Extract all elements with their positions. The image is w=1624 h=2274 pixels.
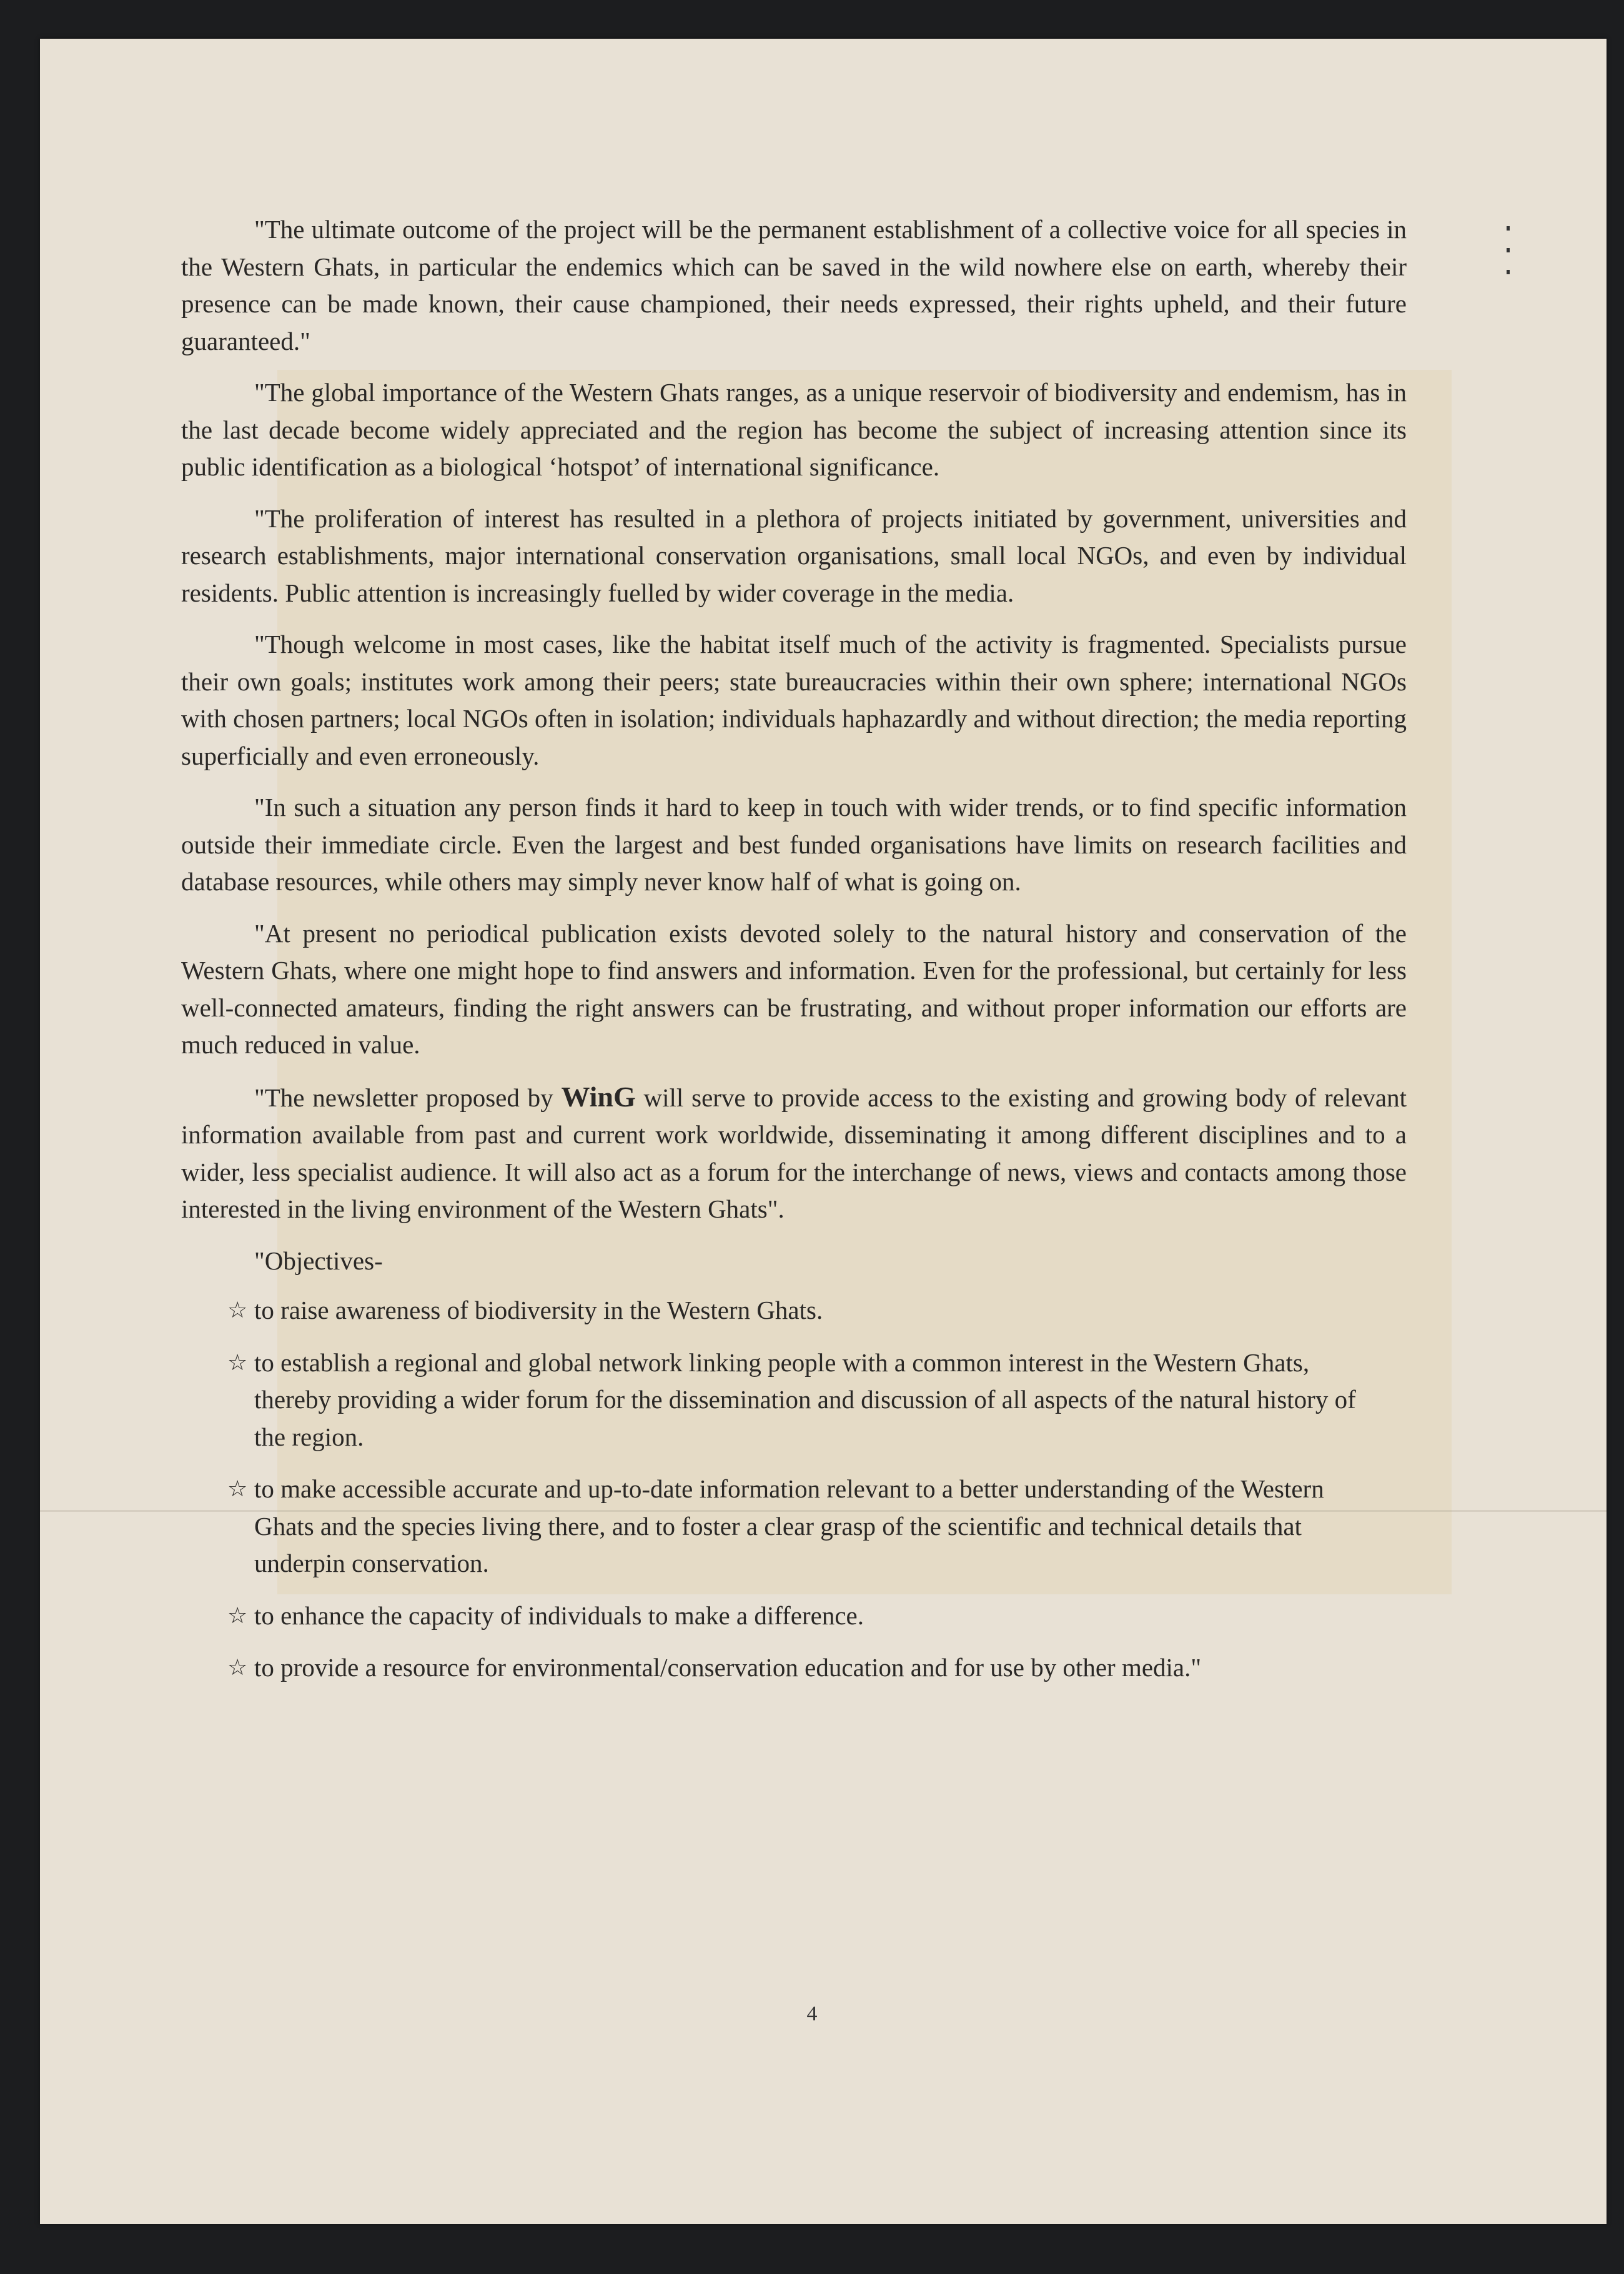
paragraph-no-periodical: "At present no periodical publication exists devoted solely to the natural history and conservation of the Western Ghats, where one might hope to find answers and information. Even for the professional, but certainly for less well-connected amateurs, finding the right answers can be frustrating, and without proper information our efforts are much reduced in value.: [181, 918, 1407, 1059]
page-number: 4: [806, 2002, 818, 2025]
star-outline-icon: ☆: [227, 1476, 248, 1502]
objective-item: ☆ to establish a regional and global network linking people with a common interest in the Western Ghats, thereby providing a wider forum for the dissemination and discussion of all aspects of the natural history of the region.: [181, 1344, 1407, 1456]
newsletter-text-before: "The newsletter proposed by: [254, 1083, 562, 1112]
paragraph-newsletter: [181, 1078, 1407, 1228]
objective-item: ☆ to provide a resource for environmental/conservation education and for use by other media.": [181, 1649, 1407, 1687]
objective-item: ☆ to make accessible accurate and up-to-date information relevant to a better understanding of the Western Ghats and the species living there, and to foster a clear grasp of the scientific and technical details that underpin conservation.: [181, 1471, 1407, 1582]
objective-item: ☆ to raise awareness of biodiversity in the Western Ghats.: [181, 1292, 1407, 1329]
edge-marks: [1507, 226, 1510, 295]
paragraph-fragmentation: "Though welcome in most cases, like the habitat itself much of the activity is fragmented. Specialists pursue their own goals; institutes work among their peers; state bureaucracies within their own sphere; international NGOs with chosen partners; local NGOs often in isolation; individuals haphazardly and without direction; the media reporting superficially and even erroneously.: [181, 630, 1407, 770]
star-outline-icon: ☆: [227, 1349, 248, 1376]
newsletter-text-after: will serve to provide access to the existing and growing body of relevant information available from past and current work worldwide, disseminating it among different disciplines and to a wider, less specialist audience. It will also act as a forum for the interchange of news, views and contacts among those interested in the living environment of the Western Ghats".: [181, 1083, 1407, 1223]
objectives-list: [181, 1292, 1407, 1687]
document-body: [181, 211, 1407, 1702]
star-outline-icon: ☆: [227, 1655, 248, 1681]
star-outline-icon: ☆: [227, 1602, 248, 1629]
paragraph-proliferation: "The proliferation of interest has resulted in a plethora of projects initiated by government, universities and research establishments, major international conservation organisations, small local NGOs, and even by individual residents. Public attention is increasingly fuelled by wider coverage in the media.: [181, 504, 1407, 607]
star-outline-icon: ☆: [227, 1298, 248, 1323]
objectives-heading: "Objectives-: [254, 1246, 383, 1275]
wing-name: WinG: [561, 1080, 636, 1113]
objective-item: ☆ to enhance the capacity of individuals to make a difference.: [181, 1597, 1407, 1635]
paragraph-global-importance: "The global importance of the Western Ghats ranges, as a unique reservoir of biodiversity and endemism, has in the last decade become widely appreciated and the region has become the subject of increasing attention since its public identification as a biological ‘hotspot’ of international significance.: [181, 378, 1407, 481]
paragraph-outcome: "The ultimate outcome of the project will be the permanent establishment of a collective voice for all species in the Western Ghats, in particular the endemics which can be saved in the wild nowhere else on earth, whereby their presence can be made known, their cause championed, their needs expressed, their rights upheld, and their future guaranteed.": [181, 215, 1407, 355]
paragraph-situation: "In such a situation any person finds it hard to keep in touch with wider trends, or to find specific information outside their immediate circle. Even the largest and best funded organisations have limits on research facilities and database resources, while others may simply never know half of what is going on.: [181, 793, 1407, 896]
